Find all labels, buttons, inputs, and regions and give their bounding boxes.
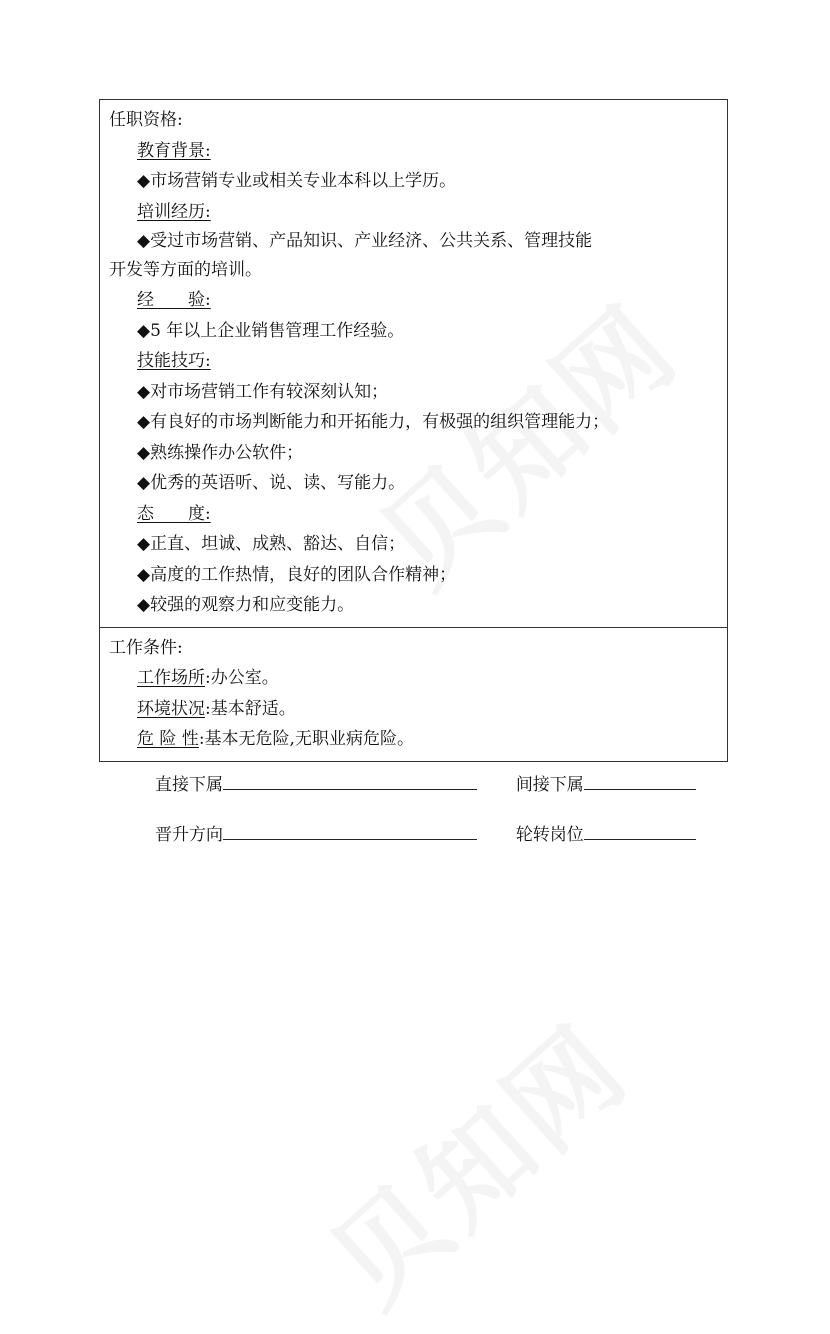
- direct-subordinate-blank[interactable]: [223, 775, 477, 790]
- training-label: 培训经历:: [137, 201, 211, 222]
- skills-label: 技能技巧:: [137, 351, 211, 371]
- environment-value: :基本舒适。: [205, 698, 296, 719]
- indirect-subordinate-blank[interactable]: [584, 775, 696, 790]
- attitude-label: 态 度:: [137, 503, 211, 524]
- relations-row-2: [155, 820, 696, 845]
- training-item: ◆受过市场营销、产品知识、产业经济、公共关系、管理技能开发等方面的培训。: [109, 231, 593, 280]
- education-label: 教育背景:: [137, 140, 211, 161]
- skills-item: ◆熟练操作办公软件；: [137, 442, 304, 463]
- skills-item: ◆对市场营销工作有较深刻认知；: [137, 381, 389, 402]
- workplace-value: :办公室。: [205, 668, 279, 688]
- promotion-path-blank[interactable]: [223, 825, 477, 840]
- qualifications-heading: 任职资格:: [109, 110, 183, 130]
- relations-row-1: [155, 770, 696, 795]
- qualifications-section: [100, 100, 727, 627]
- watermark: [292, 984, 656, 1334]
- risk-row: [109, 724, 718, 755]
- experience-label: 经 验:: [137, 290, 211, 310]
- experience-item: ◆5 年以上企业销售管理工作经验。: [137, 320, 405, 341]
- skills-item: ◆有良好的市场判断能力和开拓能力，有极强的组织管理能力；: [137, 412, 610, 432]
- attitude-item: ◆较强的观察力和应变能力。: [137, 595, 355, 615]
- environment-row: [109, 694, 718, 725]
- promotion-path-label: 晋升方向: [155, 825, 223, 845]
- conditions-heading: 工作条件:: [109, 637, 183, 658]
- workplace-row: [109, 663, 718, 694]
- environment-label: 环境状况: [137, 698, 205, 719]
- risk-label: 危 险 性: [137, 729, 199, 749]
- indirect-subordinate-label: 间接下属: [515, 775, 584, 795]
- direct-subordinate-label: 直接下属: [155, 775, 223, 795]
- conditions-section: [100, 627, 727, 761]
- skills-item: ◆优秀的英语听、说、读、写能力。: [137, 473, 406, 493]
- rotation-post-label: 轮转岗位: [515, 825, 584, 845]
- attitude-item: ◆高度的工作热情，良好的团队合作精神；: [137, 564, 457, 585]
- risk-value: :基本无危险,无职业病危险。: [198, 729, 414, 749]
- job-spec-table: [99, 99, 728, 762]
- workplace-label: 工作场所: [137, 668, 205, 688]
- attitude-item: ◆正直、坦诚、成熟、豁达、自信；: [137, 534, 406, 554]
- education-item: ◆市场营销专业或相关专业本科以上学历。: [137, 171, 457, 191]
- rotation-post-blank[interactable]: [584, 825, 696, 840]
